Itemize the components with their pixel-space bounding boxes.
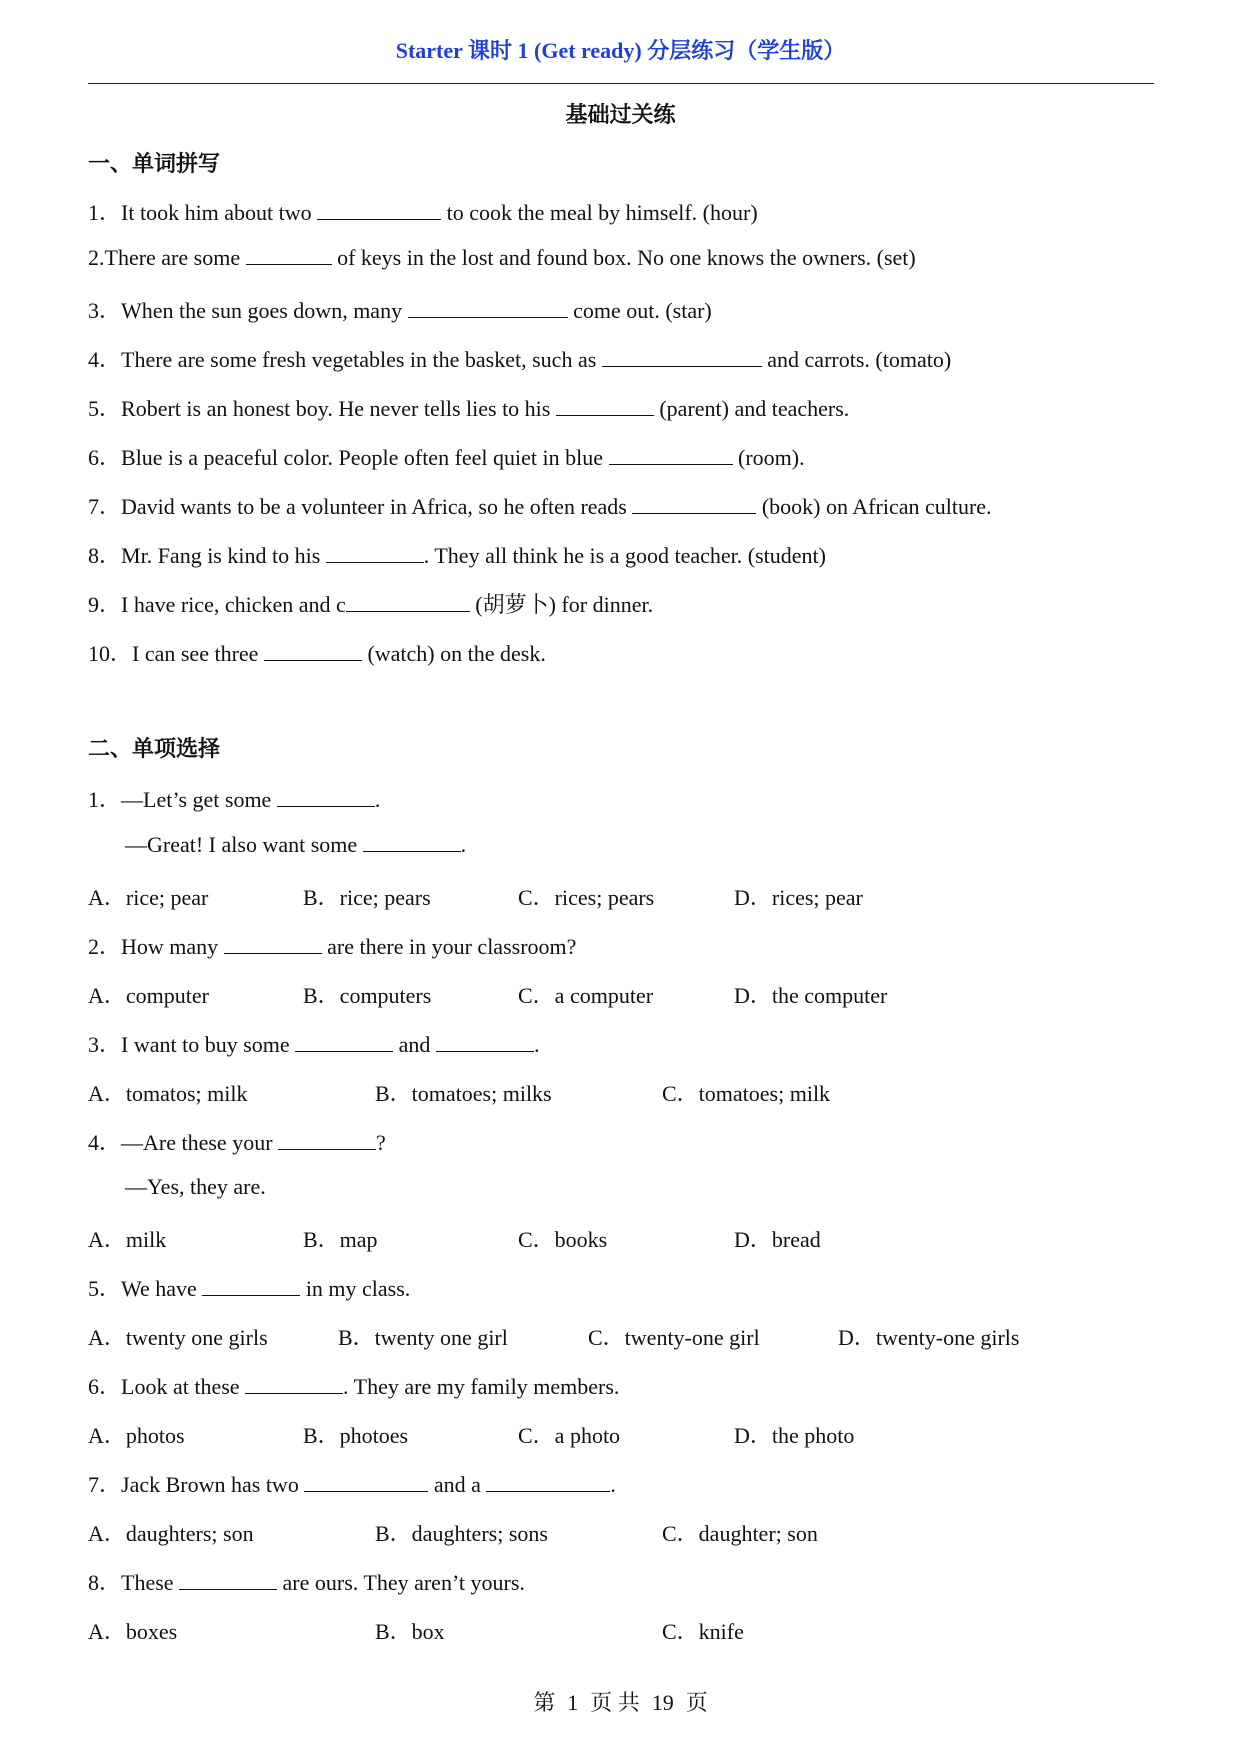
footer-suffix: 页 [685,1690,708,1715]
item-text: (watch) on the desk. [361,641,546,666]
option-a[interactable]: A．computer [88,983,209,1008]
question-text: are ours. They aren’t yours. [277,1570,525,1595]
footer-mid: 页 共 [590,1690,640,1715]
answer-blank[interactable] [436,1033,534,1052]
option-d[interactable]: D．the photo [734,1423,855,1448]
answer-blank[interactable] [317,201,441,220]
question-stem [88,930,576,961]
spelling-item [88,294,712,325]
spelling-item [88,637,546,668]
option-a[interactable]: A．tomatos; milk [88,1081,248,1106]
answer-blank[interactable] [346,593,470,612]
answer-blank[interactable] [363,833,461,852]
question-text: . [610,1472,616,1497]
answer-blank[interactable] [245,1375,343,1394]
answer-blank[interactable] [277,788,375,807]
question-text: are there in your classroom? [321,934,577,959]
option-a[interactable]: A．rice; pear [88,885,209,910]
level-title: 基础过关练 [565,102,676,127]
question-text: . [374,787,381,812]
total-pages: 19 [651,1690,674,1715]
item-text: (胡萝卜) for dinner. [469,592,654,617]
option-b[interactable]: B．computers [303,983,432,1008]
question-text: —Are these your [121,1130,279,1155]
option-b[interactable]: B．photoes [303,1423,409,1448]
question-text: Look at these [121,1374,246,1399]
spelling-item [88,490,992,521]
option-a[interactable]: A．twenty one girls [88,1325,268,1350]
question-text: . They are my family members. [343,1374,620,1399]
answer-blank[interactable] [326,544,424,563]
question-text: These [121,1570,180,1595]
item-text: There are some fresh vegetables in the basket, such as [121,347,602,372]
option-c[interactable]: C．a computer [518,983,654,1008]
answer-blank[interactable] [278,1131,376,1150]
item-number: 5． [88,396,122,421]
option-a[interactable]: A．photos [88,1423,185,1448]
option-d[interactable]: D．the computer [734,983,888,1008]
option-c[interactable]: C．a photo [518,1423,621,1448]
option-c[interactable]: C．tomatoes; milk [662,1081,831,1106]
question-number: 1． [88,787,122,812]
item-number: 1． [88,200,122,225]
item-text: David wants to be a volunteer in Africa, so he often reads [121,494,633,519]
question-text: We have [121,1276,203,1301]
item-text: (book) on African culture. [756,494,992,519]
spelling-item [88,196,758,227]
option-b[interactable]: B．map [303,1227,378,1252]
answer-blank[interactable] [179,1571,277,1590]
section-title-spelling: 一、单词拼写 [88,151,221,176]
answer-blank[interactable] [224,935,322,954]
question-text: Jack Brown has two [121,1472,305,1497]
option-c[interactable]: C．rices; pears [518,885,655,910]
item-number: 4． [88,347,122,372]
question-text: I want to buy some [121,1032,296,1057]
item-number: 2. [88,245,105,270]
item-text: (room). [732,445,805,470]
item-text: (parent) and teachers. [653,396,850,421]
header-divider [88,83,1154,84]
item-text: When the sun goes down, many [121,298,408,323]
item-text: to cook the meal by himself. (hour) [441,200,758,225]
option-d[interactable]: D．twenty-one girls [838,1325,1020,1350]
item-text: Robert is an honest boy. He never tells lies to his [121,396,556,421]
option-d[interactable]: D．rices; pear [734,885,863,910]
option-a[interactable]: A．daughters; son [88,1521,254,1546]
question-stem-line2 [125,832,466,858]
item-number: 8． [88,543,122,568]
spelling-item [88,245,916,271]
answer-blank[interactable] [556,397,654,416]
answer-blank[interactable] [264,642,362,661]
item-number: 9． [88,592,122,617]
answer-blank[interactable] [486,1473,610,1492]
question-number: 4． [88,1130,122,1155]
question-stem [88,1370,619,1401]
item-text: It took him about two [121,200,318,225]
option-d[interactable]: D．bread [734,1227,821,1252]
answer-blank[interactable] [602,348,762,367]
question-number: 5． [88,1276,122,1301]
question-text: . [533,1032,540,1057]
answer-blank[interactable] [246,246,332,265]
question-stem [88,1272,410,1303]
answer-blank[interactable] [609,446,733,465]
item-text: and carrots. (tomato) [761,347,952,372]
answer-blank[interactable] [632,495,756,514]
spelling-item [88,441,805,472]
question-stem [88,1468,616,1499]
option-b[interactable]: B．twenty one girl [338,1325,508,1350]
option-b[interactable]: B．box [375,1619,445,1644]
section-title-choice: 二、单项选择 [88,736,221,761]
page-number: 1 [567,1690,579,1715]
spelling-item [88,392,849,423]
answer-blank[interactable] [202,1277,300,1296]
option-b[interactable]: B．daughters; sons [375,1521,548,1546]
item-text: . They all think he is a good teacher. (student) [423,543,826,568]
option-a[interactable]: A．milk [88,1227,167,1252]
item-text: I can see three [132,641,264,666]
spelling-item [88,588,653,619]
question-stem [88,1028,539,1059]
question-text: —Let’s get some [121,787,277,812]
item-text: of keys in the lost and found box. No one knows the owners. (set) [331,245,916,270]
option-b[interactable]: B．rice; pears [303,885,431,910]
question-number: 2． [88,934,122,959]
question-number: 6． [88,1374,122,1399]
item-number: 10． [88,641,133,666]
question-text: . [460,832,467,857]
page-footer [0,1686,1241,1717]
question-number: 8． [88,1570,122,1595]
question-text: How many [121,934,224,959]
answer-blank[interactable] [295,1033,393,1052]
question-number: 7． [88,1472,122,1497]
item-text: come out. (star) [567,298,712,323]
option-b[interactable]: B．tomatoes; milks [375,1081,552,1106]
item-text: I have rice, chicken and c [121,592,346,617]
option-c[interactable]: C．daughter; son [662,1521,818,1546]
item-number: 3． [88,298,122,323]
option-a[interactable]: A．boxes [88,1619,178,1644]
option-c[interactable]: C．knife [662,1619,744,1644]
spelling-item [88,539,826,570]
item-text: There are some [104,245,246,270]
option-c[interactable]: C．books [518,1227,608,1252]
question-stem [88,1126,386,1157]
question-text: —Great! I also want some [125,832,363,857]
footer-prefix: 第 [533,1690,556,1715]
spelling-item [88,343,951,374]
question-stem [88,783,380,814]
document-title: Starter 课时 1 (Get ready) 分层练习（学生版） [395,38,846,63]
item-number: 7． [88,494,122,519]
question-text: ? [376,1130,386,1155]
answer-blank[interactable] [408,299,568,318]
question-text: and [393,1032,436,1057]
item-text: Mr. Fang is kind to his [121,543,326,568]
question-text: in my class. [300,1276,411,1301]
answer-blank[interactable] [304,1473,428,1492]
question-stem [88,1566,525,1597]
item-text: Blue is a peaceful color. People often feel quiet in blue [121,445,609,470]
question-number: 3． [88,1032,122,1057]
option-c[interactable]: C．twenty-one girl [588,1325,760,1350]
question-text: and a [428,1472,487,1497]
question-stem-line2: —Yes, they are. [125,1174,266,1199]
item-number: 6． [88,445,122,470]
